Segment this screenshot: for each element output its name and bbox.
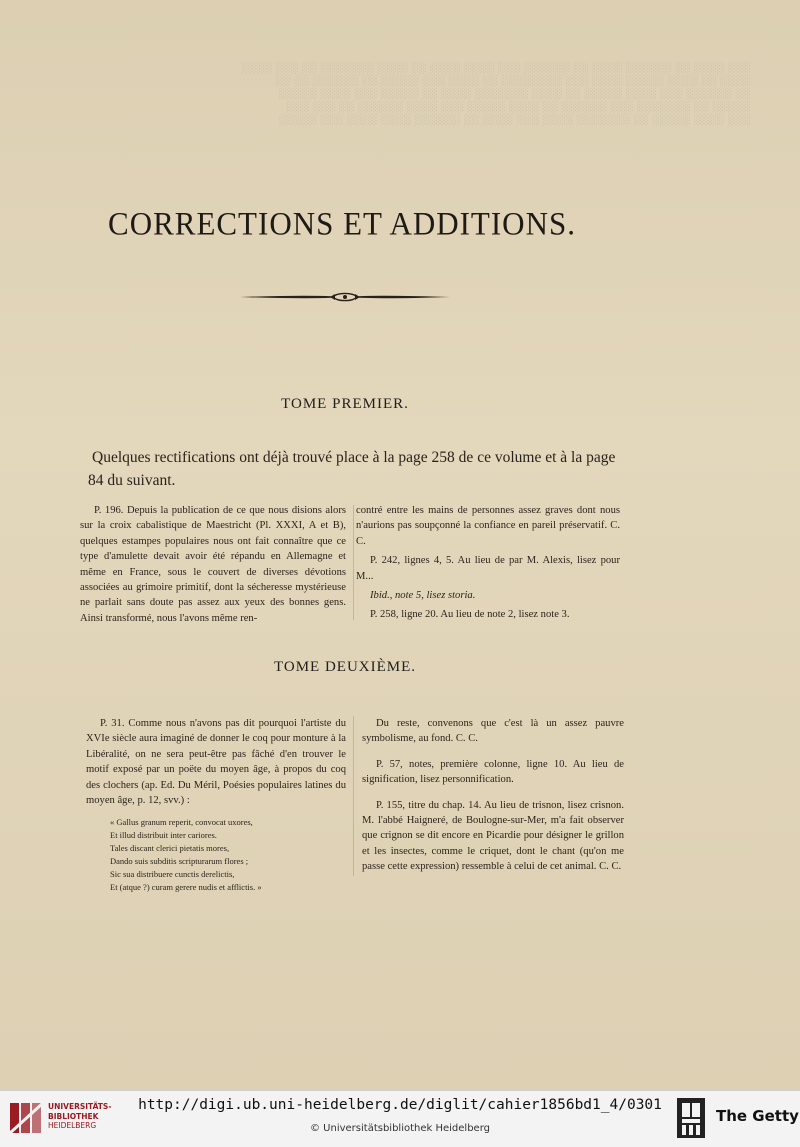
tome1-right-para-3: Ibid., note 5, lisez storia. bbox=[370, 590, 476, 602]
tome2-right-para-1: Du reste, convenons que c'est là un assez pauvre symbolisme, au fond. C. C. bbox=[362, 718, 624, 745]
tome2-right-column bbox=[362, 716, 624, 879]
tome1-left-column bbox=[80, 503, 346, 630]
tome2-left-text: P. 31. Comme nous n'avons pas dit pourquoi l'artiste du XVIe siècle aura imaginé de donner le coq pour monture à la Libéralité, on ne sera peut-être pas fâché d'en trouver le motif exposé par un poëte du moyen âge, à propos du coq des clochers (ap. Ed. Du Méril, Poésies populaires latines du moyen âge, p. 12, svv.) : bbox=[86, 718, 346, 807]
poem-line: « Gallus granum reperit, convocat uxores, bbox=[110, 817, 253, 828]
tome2-right-para-3: P. 155, titre du chap. 14. Au lieu de trisnon, lisez crisnon. M. l'abbé Haigneré, de Boulogne-sur-Mer, m'a fait observer que crignon se dit encore en Picardie pour désigner le grillon et les insectes, comme le criquet, dont le chant (qu'on me passe cette expression) ressemble à celui de cet animal. C. C. bbox=[362, 799, 624, 873]
getty-logo-icon bbox=[676, 1097, 706, 1139]
permalink-url[interactable]: http://digi.ub.uni-heidelberg.de/diglit/cahier1856bd1_4/0301 bbox=[138, 1097, 662, 1113]
getty-label: The Getty bbox=[716, 1107, 799, 1125]
poem-line: Dando suis subditis scripturarum flores ; bbox=[110, 856, 249, 867]
poem-line: Sic sua distribuere cunctis derelictis, bbox=[110, 869, 235, 880]
column-divider bbox=[353, 716, 354, 876]
poem-line: Et (atque ?) curam gerere nudis et afflictis. » bbox=[110, 882, 262, 893]
viewer-footer-bar bbox=[0, 1090, 800, 1147]
copyright-notice: © Universitätsbibliothek Heidelberg bbox=[309, 1123, 490, 1134]
university-library-name: UNIVERSITÄTS- BIBLIOTHEK HEIDELBERG bbox=[48, 1102, 112, 1130]
tome-premier-heading: TOME PREMIER. bbox=[281, 396, 409, 412]
tome2-left-column bbox=[86, 716, 346, 894]
tome1-left-text: P. 196. Depuis la publication de ce que nous disions alors sur la croix cabalistique de Maestricht (Pl. XXXI, A et B), quelques estampes populaires nous ont fait connaître que ce type d'amulette devait avoir été répandu en Allemagne et même en France, sous le couvert de diverses dévotions associées au grimoire primitif, dont la sécheresse mystérieuse ne parlait sans doute pas assez aux yeux des bonnes gens. Ainsi transformé, nous l'avons même ren- bbox=[80, 505, 346, 624]
tome2-right-para-2: P. 57, notes, première colonne, ligne 10. Au lieu de signification, lisez personnification. bbox=[362, 758, 624, 786]
column-divider bbox=[353, 505, 354, 620]
intro-paragraph: Quelques rectifications ont déjà trouvé place à la page 258 de ce volume et à la page 84 du suivant. bbox=[88, 449, 616, 489]
latin-poem bbox=[110, 816, 346, 894]
tome1-right-para-4: P. 258, ligne 20. Au lieu de note 2, lisez note 3. bbox=[370, 609, 570, 621]
bleed-through-text: ░░░ ░░░░ ░░ ░░░░░░ ░░░░ ░░ ░░░░░░ ░░░ ░░░░ ░░░░ ░░ ░░░░ ░░░░░░░ ░░ ░░░ ░░░░ ░░░░ ░░ ░░░░ ░░░░░ ░░░░ ░░░ ░░░░░░░░ ░░ ░░░░ ░░░ ░░░░░ ░░ ░░░░░░ ░░ ░░ ░░ ░░░░░░ ░░░ ░░░░ ░░░░░ ░░ ░░░░ ░░░░░░░ ░░░░ ░░ ░░░░░ ░░░ ░░░░ ░░░░░ ░░░░░ ░░ ░░░░░░░ ░░░ ░░░░░░ ░░ ░░░░ ░░░░░ ░░░ ░░░░ ░░░░░░ ░░ ░░░ ░░░ ░░░ ░░░░ ░░░░░ ░░ ░░░░░░░ ░░░░ ░░░ ░░░░ ░░ ░░░░░░ ░░░░ ░░░░ ░░░ ░░░░░ bbox=[240, 63, 750, 126]
tome1-right-para-2: P. 242, lignes 4, 5. Au lieu de par M. Alexis, lisez pour M... bbox=[356, 555, 620, 582]
poem-line: Tales discant clerici pietatis mores, bbox=[110, 843, 230, 854]
tome1-right-column bbox=[356, 503, 620, 627]
decorative-rule-ornament bbox=[240, 290, 450, 304]
tome1-right-para-1: contré entre les mains de personnes assez graves dont nous n'aurions pas soupçonné la confiance en pareil préservatif. C. C. bbox=[356, 505, 620, 547]
tome-deuxieme-heading: TOME DEUXIÈME. bbox=[273, 659, 417, 675]
page-title: CORRECTIONS ET ADDITIONS. bbox=[108, 205, 576, 242]
poem-line: Et illud distribuit inter cariores. bbox=[110, 830, 217, 841]
